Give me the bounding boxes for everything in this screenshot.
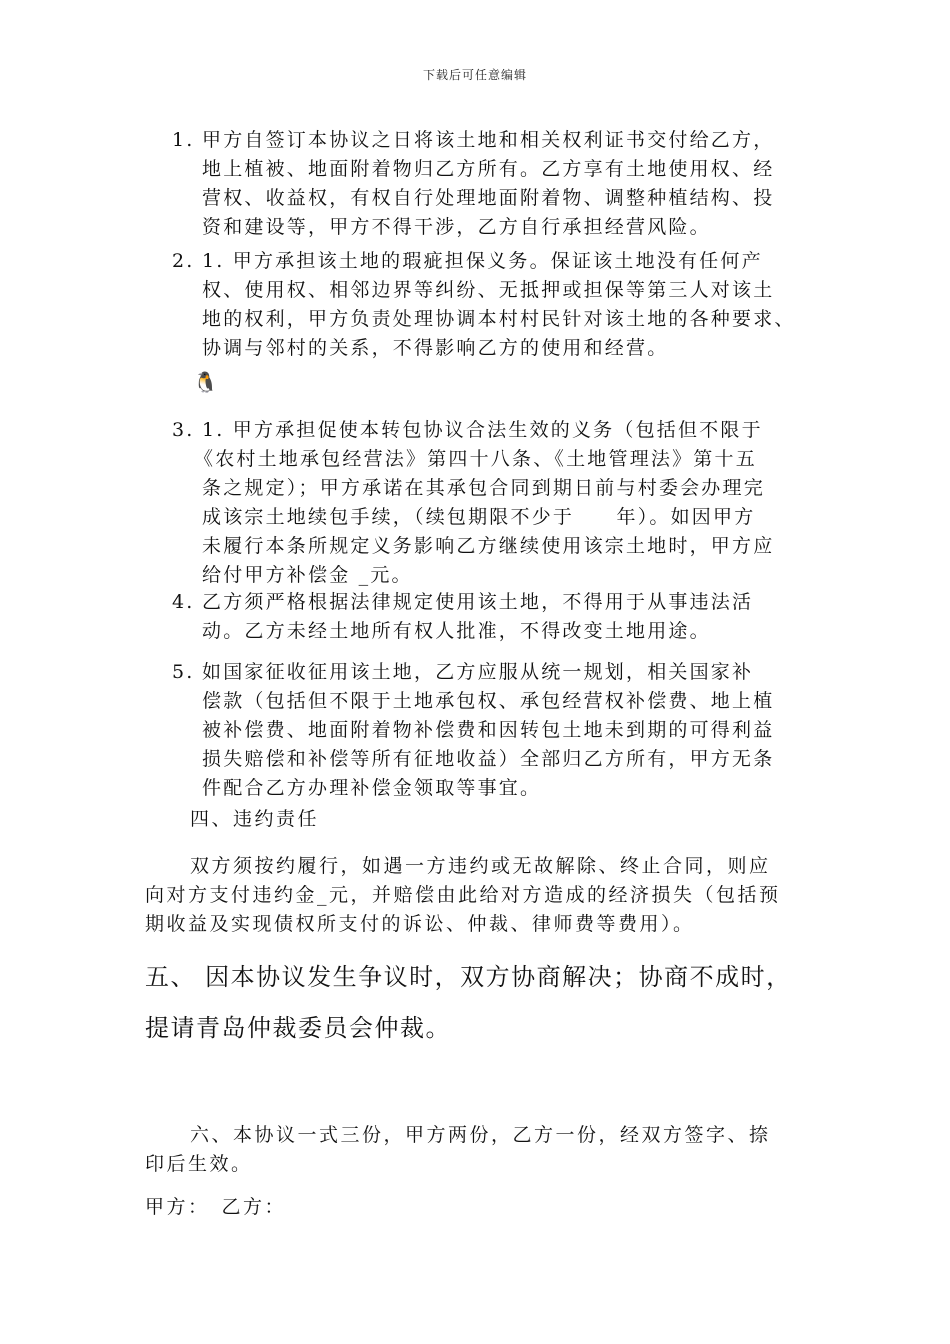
- clause-number: 3.: [172, 419, 195, 441]
- para-line: 六、本协议一式三份，甲方两份，乙方一份，经双方签字、捺: [190, 1124, 771, 1146]
- party-a-label: 甲方：: [145, 1196, 210, 1218]
- clause-line: 1. 甲方承担该土地的瑕疵担保义务。保证该土地没有任何产: [202, 250, 763, 272]
- clause-line: 偿款（包括但不限于土地承包权、承包经营权补偿费、地上植: [202, 690, 775, 712]
- clause-line: 被补偿费、地面附着物补偿费和因转包土地未到期的可得利益: [202, 719, 775, 741]
- section-dispute-line-2: 提请青岛仲裁委员会仲裁。: [145, 1014, 451, 1042]
- header-note: 下载后可任意编辑: [422, 68, 527, 82]
- clause-line: 损失赔偿和补偿等所有征地收益）全部归乙方所有，甲方无条: [202, 748, 775, 770]
- clause-number: 1.: [172, 129, 195, 151]
- clause-3: [172, 416, 822, 590]
- para-line: 期收益及实现债权所支付的诉讼、仲裁、律师费等费用）。: [145, 913, 695, 935]
- clause-5: [172, 658, 822, 803]
- signature-line: [145, 1193, 286, 1222]
- clause-line: 条之规定）；甲方承诺在其承包合同到期日前与村委会办理完: [202, 477, 765, 499]
- clause-4: [172, 588, 822, 646]
- para-line: 向对方支付违约金_元，并赔偿由此给对方造成的经济损失（包括预: [145, 884, 781, 906]
- para-line: 印后生效。: [145, 1153, 253, 1175]
- clause-number: 5.: [172, 661, 195, 683]
- clause-line: 未履行本条所规定义务影响乙方继续使用该宗土地时，甲方应: [202, 535, 775, 557]
- party-b-label: 乙方：: [221, 1196, 287, 1218]
- clause-1: [172, 126, 822, 242]
- clause-line: 乙方须严格根据法律规定使用该土地，不得用于从事违法活: [202, 591, 754, 613]
- clause-line: 协调与邻村的关系，不得影响乙方的使用和经营。: [202, 337, 669, 359]
- clause-number: 4.: [172, 591, 195, 613]
- clause-line: 营权、收益权，有权自行处理地面附着物、调整种植结构、投: [202, 187, 775, 209]
- clause-line: 动。乙方未经土地所有权人批准，不得改变土地用途。: [202, 620, 711, 642]
- clause-line: 如国家征收征用该土地，乙方应服从统一规划，相关国家补: [202, 661, 754, 683]
- clause-line: 地上植被、地面附着物归乙方所有。乙方享有土地使用权、经: [202, 158, 775, 180]
- clause-line: 资和建设等，甲方不得干涉，乙方自行承担经营风险。: [202, 216, 711, 238]
- penguin-icon: 🐧: [193, 370, 218, 394]
- clause-2: [172, 247, 822, 363]
- clause-line: 权、使用权、相邻边界等纠纷、无抵押或担保等第三人对该土: [202, 279, 775, 301]
- clause-number: 2.: [172, 250, 195, 272]
- clause-line: 甲方自签订本协议之日将该土地和相关权利证书交付给乙方，: [202, 129, 775, 151]
- clause-line: 成该宗土地续包手续，（续包期限不少于 年）。如因甲方: [202, 506, 756, 528]
- section-heading-breach: 四、违约责任: [190, 808, 320, 830]
- clause-line: 地的权利，甲方负责处理协调本村村民针对该土地的各种要求、: [202, 308, 796, 330]
- section-dispute-line-1: 五、 因本协议发生争议时，双方协商解决；协商不成时，: [145, 963, 792, 991]
- clause-line: 1. 甲方承担促使本转包协议合法生效的义务（包括但不限于: [202, 419, 763, 441]
- clause-line: 件配合乙方办理补偿金领取等事宜。: [202, 777, 542, 799]
- clause-line: 给付甲方补偿金 _元。: [202, 564, 413, 586]
- clause-line: 《农村土地承包经营法》第四十八条、《土地管理法》第十五: [194, 448, 757, 470]
- para-line: 双方须按约履行，如遇一方违约或无故解除、终止合同，则应: [190, 855, 771, 877]
- section-breach-text: [145, 852, 810, 939]
- section-copies-text: [145, 1121, 810, 1179]
